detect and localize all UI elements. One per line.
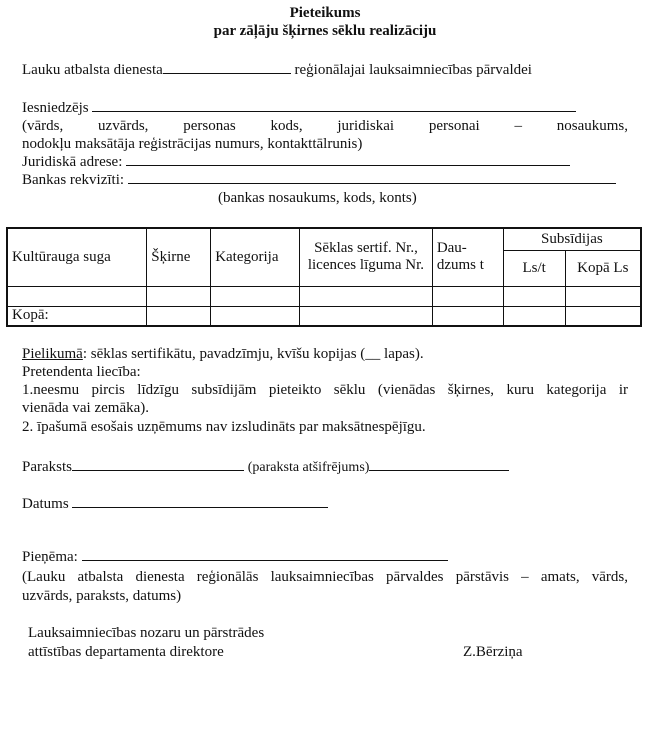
header-cert: Sēklas sertif. Nr., licences līguma Nr. <box>300 228 433 286</box>
applicant-label: Iesniedzējs <box>22 100 89 116</box>
signature-line <box>22 458 509 477</box>
bank-field[interactable] <box>128 171 616 184</box>
addressee-prefix: Lauku atbalsta dienesta <box>22 62 163 78</box>
title-line1: Pieteikums <box>289 5 361 21</box>
addressee-line <box>22 61 532 79</box>
cell[interactable] <box>565 306 641 326</box>
footer-line2: attīstības departamenta direktore <box>28 644 224 660</box>
applicant-hint-2: nodokļu maksātāja reģistrācijas numurs, kontakttālrunis) <box>22 136 363 152</box>
header-subsidies: Subsīdijas <box>503 228 641 250</box>
accepted-hint-2: uzvārds, paraksts, datums) <box>22 588 182 604</box>
bank-hint: (bankas nosaukums, kods, konts) <box>218 190 417 206</box>
total-row <box>7 306 641 326</box>
legal-address-field[interactable] <box>126 153 570 166</box>
date-field[interactable] <box>72 495 328 508</box>
signature-label: Paraksts <box>22 459 72 475</box>
attachments-text: : sēklas sertifikātu, pavadzīmju, kvīšu kopijas (__ lapas). <box>82 346 424 362</box>
accepted-field[interactable] <box>82 548 448 561</box>
region-field[interactable] <box>163 61 291 74</box>
header-total: Kopā Ls <box>565 250 641 286</box>
cell[interactable] <box>211 306 300 326</box>
addressee-suffix: reģionālajai lauksaimniecības pārvaldei <box>294 62 532 78</box>
declaration-item2: 2. īpašumā esošais uzņēmums nav izsludināts par maksātnespējīgu. <box>22 419 426 435</box>
date-line <box>22 495 328 513</box>
footer-line1: Lauksaimniecības nozaru un pārstrādes <box>28 625 265 641</box>
footer-name: Z.Bērziņa <box>463 644 523 660</box>
subsidy-table <box>6 227 642 327</box>
header-crop: Kultūrauga suga <box>7 228 147 286</box>
cell[interactable] <box>147 286 211 306</box>
applicant-hint-1: (vārds, uzvārds, personas kods, juridiskai personai – nosaukums, <box>22 118 628 134</box>
title-line2: par zāļāju šķirnes sēklu realizāciju <box>213 23 437 39</box>
table-row <box>7 286 641 306</box>
cell[interactable] <box>432 286 503 306</box>
cell[interactable] <box>147 306 211 326</box>
cell[interactable] <box>503 306 565 326</box>
date-label: Datums <box>22 496 69 512</box>
accepted-label: Pieņēma: <box>22 549 78 565</box>
cell[interactable] <box>300 306 433 326</box>
declaration-item1-line2: vienāda vai zemāka). <box>22 400 150 416</box>
applicant-line <box>22 99 576 117</box>
applicant-field[interactable] <box>92 99 576 112</box>
total-label: Kopā: <box>7 306 147 326</box>
bank-label: Bankas rekvizīti: <box>22 172 125 188</box>
cell[interactable] <box>432 306 503 326</box>
cell[interactable] <box>7 286 147 306</box>
cell[interactable] <box>211 286 300 306</box>
attachments-label: Pielikumā <box>22 346 83 362</box>
header-per-t: Ls/t <box>503 250 565 286</box>
declaration-heading: Pretendenta liecība: <box>22 364 141 380</box>
attachments-line <box>22 345 424 363</box>
header-category: Kategorija <box>211 228 300 286</box>
cell[interactable] <box>503 286 565 306</box>
signature-field[interactable] <box>72 458 244 471</box>
cell[interactable] <box>565 286 641 306</box>
cell[interactable] <box>300 286 433 306</box>
accepted-line <box>22 548 448 566</box>
signature-decode-label: (paraksta atšifrējums) <box>247 460 370 475</box>
header-qty: Dau-dzums t <box>432 228 503 286</box>
legal-address-label: Juridiskā adrese: <box>22 154 123 170</box>
legal-address-line <box>22 153 570 171</box>
accepted-hint-1: (Lauku atbalsta dienesta reģionālās lauksaimniecības pārvaldes pārstāvis – amats, vārds, <box>22 569 628 585</box>
header-variety: Šķirne <box>147 228 211 286</box>
declaration-item1-line1: 1.neesmu pircis līdzīgu subsīdijām pieteikto sēklu (vienādas šķirnes, kuru kategorija ir <box>22 382 628 398</box>
bank-line <box>22 171 616 189</box>
signature-decode-field[interactable] <box>369 458 509 471</box>
